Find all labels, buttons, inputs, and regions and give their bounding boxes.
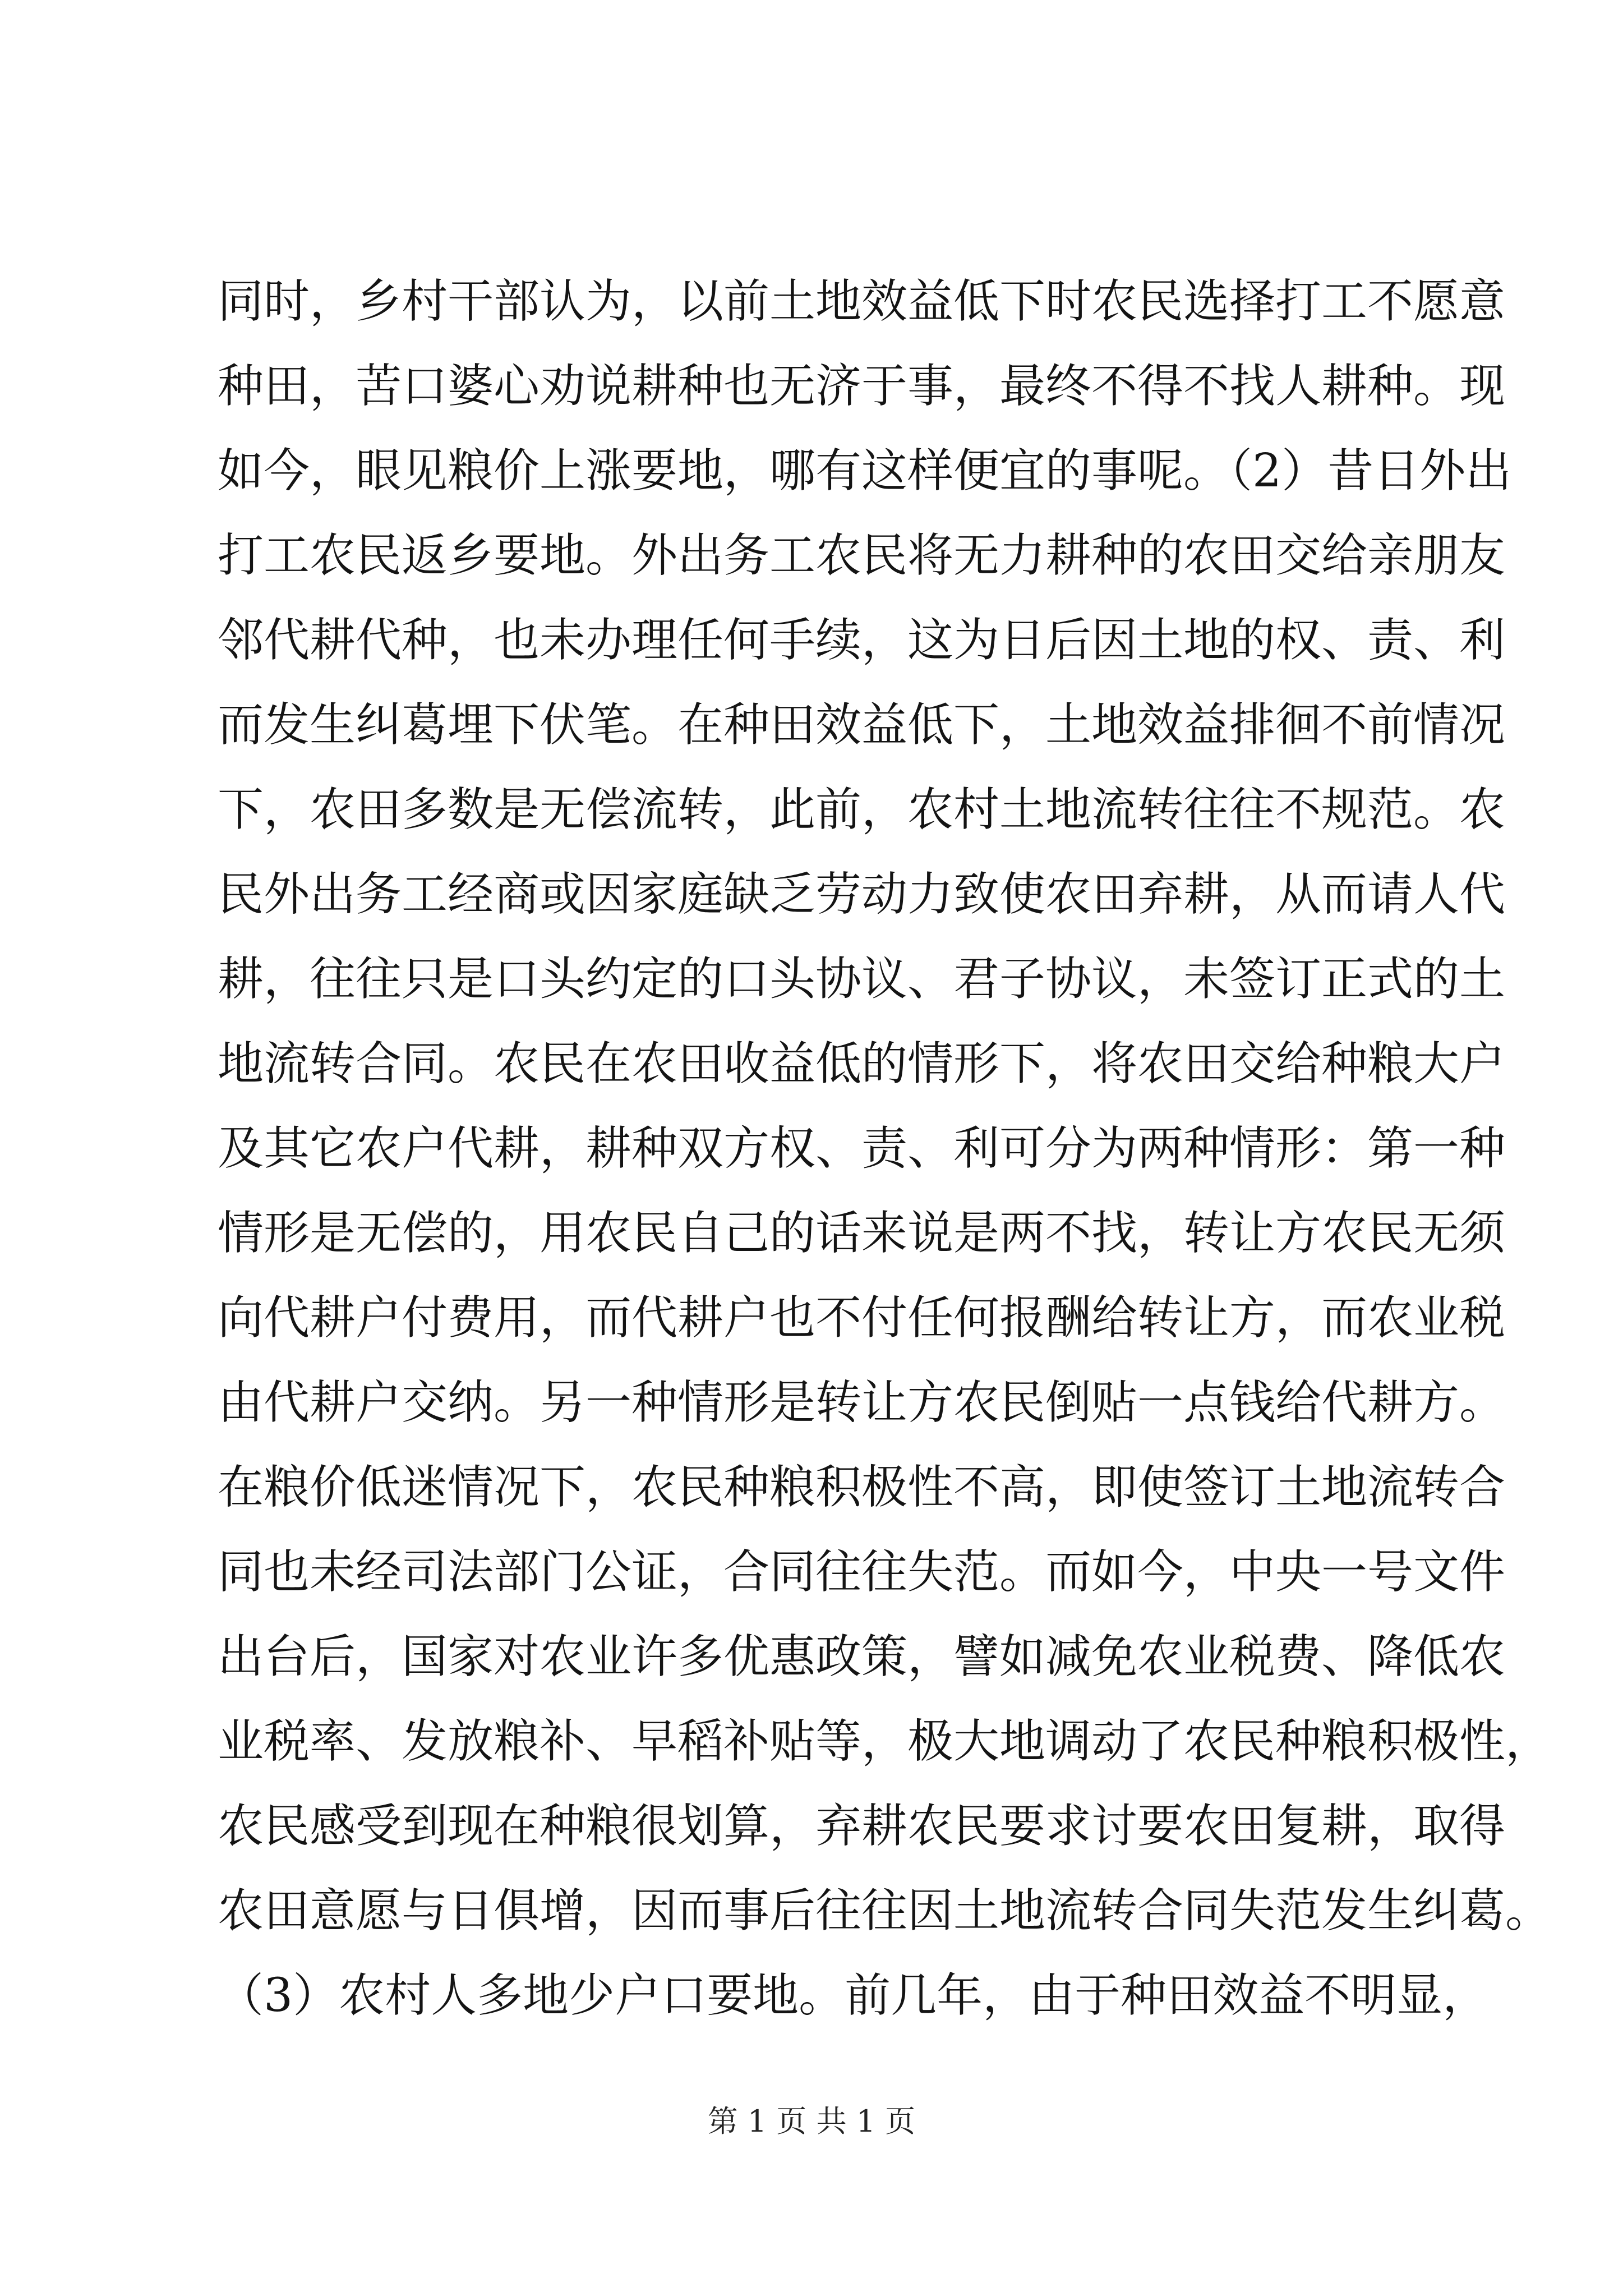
- text-line: 向代耕户付费用，而代耕户也不付任何报酬给转让方，而农业税: [218, 1291, 1506, 1345]
- text-line: 出台后，国家对农业许多优惠政策，譬如减免农业税费、降低农: [218, 1630, 1506, 1683]
- text-line: 地流转合同。农民在农田收益低的情形下，将农田交给种粮大户: [218, 1037, 1506, 1091]
- text-line: （3）农村人多地少户口要地。前几年，由于种田效益不明显，: [218, 1969, 1489, 2022]
- text-line: 而发生纠葛埋下伏笔。在种田效益低下，土地效益排徊不前情况: [218, 698, 1506, 752]
- text-line: 由代耕户交纳。另一种情形是转让方农民倒贴一点钱给代耕方。: [218, 1376, 1506, 1429]
- text-line: 农民感受到现在种粮很划算，弃耕农民要求讨要农田复耕，取得: [218, 1800, 1506, 1853]
- text-line: 农田意愿与日俱增，因而事后往往因土地流转合同失范发生纠葛。: [218, 1884, 1552, 1938]
- text-line: 同也未经司法部门公证，合同往往失范。而如今，中央一号文件: [218, 1545, 1506, 1599]
- text-line: 情形是无偿的，用农民自己的话来说是两不找，转让方农民无须: [218, 1207, 1506, 1260]
- body-text: [218, 259, 1552, 2038]
- text-line: 业税率、发放粮补、早稻补贴等，极大地调动了农民种粮积极性，: [218, 1715, 1552, 1768]
- text-line: 在粮价低迷情况下，农民种粮积极性不高，即使签订土地流转合: [218, 1461, 1506, 1514]
- text-line: 同时，乡村干部认为，以前土地效益低下时农民选择打工不愿意: [218, 275, 1506, 328]
- text-line: 及其它农户代耕，耕种双方权、责、利可分为两种情形：第一种: [218, 1122, 1506, 1175]
- text-line: 如今，眼见粮价上涨要地，哪有这样便宜的事呢。（2）昔日外出: [218, 444, 1512, 498]
- page-footer: 第 1 页 共 1 页: [707, 2104, 916, 2139]
- text-line: 邻代耕代种，也未办理任何手续，这为日后因土地的权、责、利: [218, 614, 1506, 667]
- text-line: 耕，往往只是口头约定的口头协议、君子协议，未签订正式的土: [218, 953, 1506, 1006]
- text-line: 种田，苦口婆心劝说耕种也无济于事，最终不得不找人耕种。现: [218, 360, 1506, 413]
- text-line: 下，农田多数是无偿流转，此前，农村土地流转往往不规范。农: [218, 783, 1506, 836]
- text-line: 民外出务工经商或因家庭缺乏劳动力致使农田弃耕，从而请人代: [218, 868, 1506, 921]
- text-line: 打工农民返乡要地。外出务工农民将无力耕种的农田交给亲朋友: [218, 529, 1506, 582]
